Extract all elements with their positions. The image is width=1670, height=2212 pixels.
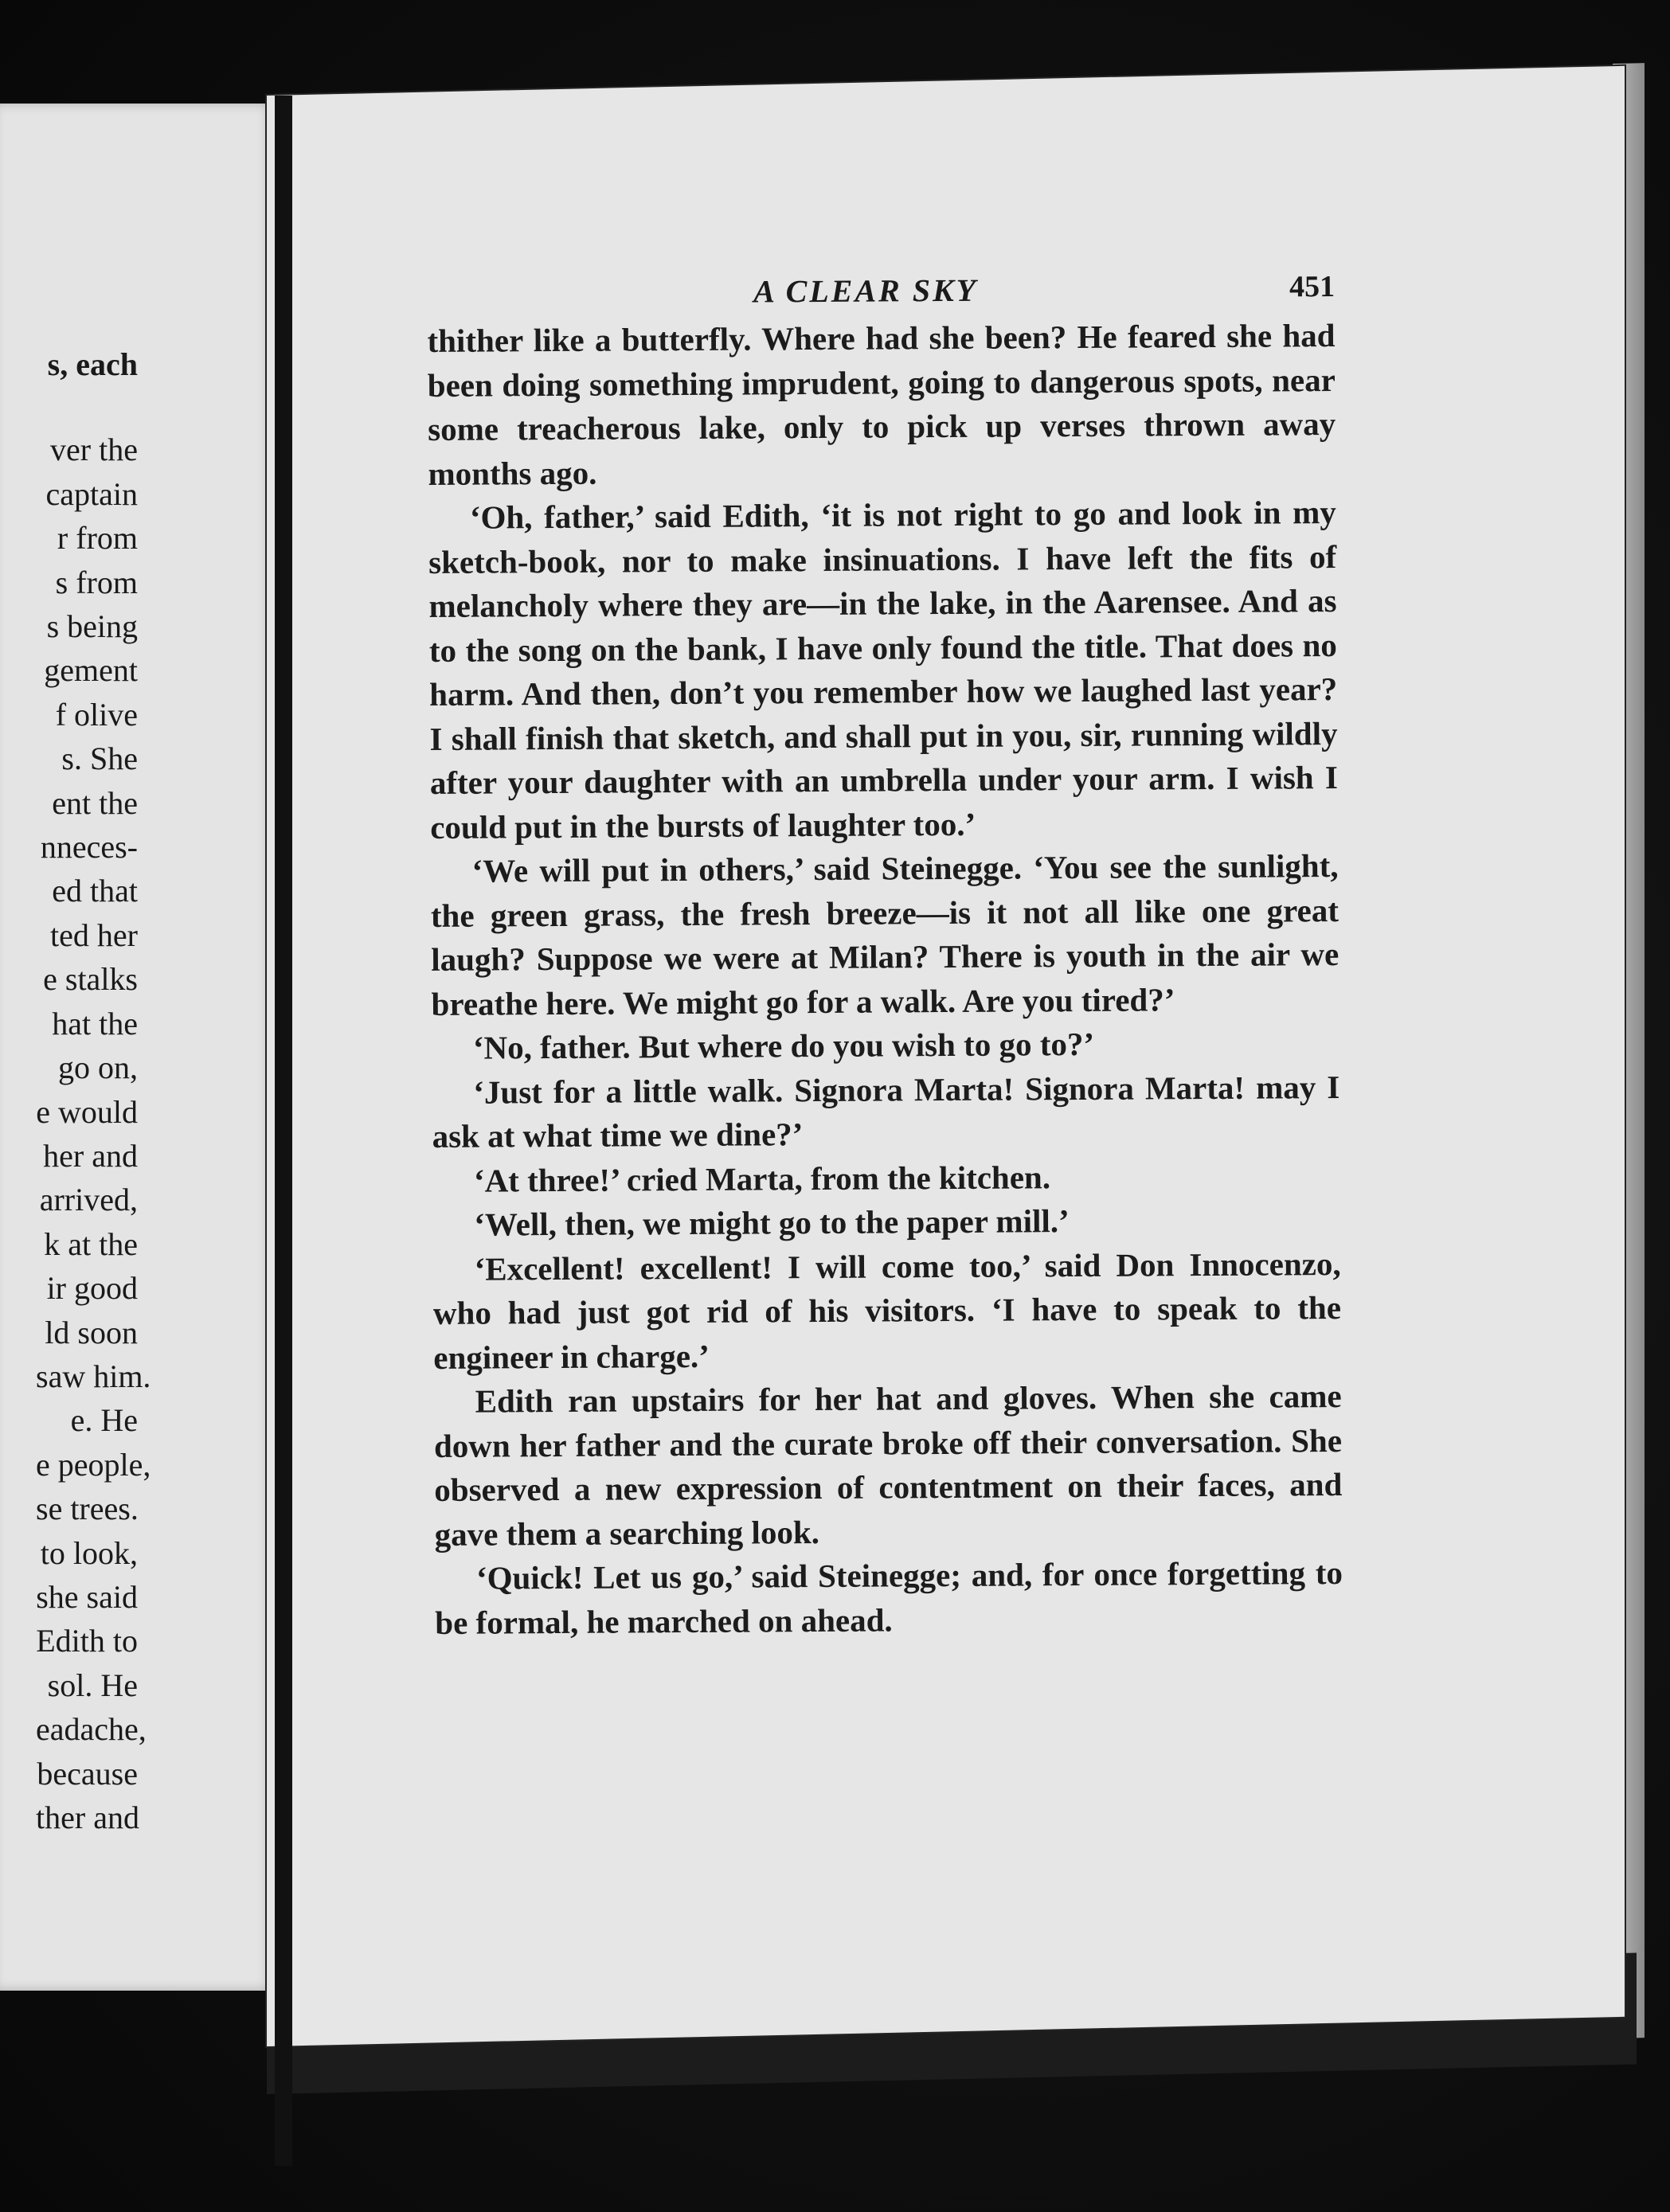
left-page-line: gement	[44, 652, 138, 689]
left-page-line: arrived,	[39, 1182, 138, 1218]
left-page-line: her and	[43, 1137, 138, 1174]
paragraph: ‘Oh, father,’ said Edith, ‘it is not right to go and look in my sketch-book, nor to make insinuations. I have left the fits of melancholy where they are—in the lake, in the Aarensee. And as to the song on the bank, I have only found the title. That does no harm. And then, don’t you remember how we laughed last year? I shall finish that sketch, and shall put in you, sir, running wildly after your daughter with an umbrella under your arm. I wish I could put in the bursts of laughter too.’	[428, 494, 1339, 846]
left-page-line: captain	[45, 475, 138, 512]
paragraph: ‘We will put in others,’ said Steinegge. ‘You see the sunlight, the green grass, the fresh breeze—is it not all like one great laugh? Suppose we were at Milan? There is youth in the air we breathe here. We might go for a walk. Are you tired?’	[430, 847, 1340, 1022]
left-page-line: s from	[55, 564, 138, 600]
left-page-line: se trees.	[36, 1491, 139, 1527]
left-page-line: f olive	[55, 696, 138, 733]
paragraph: ‘At three!’ cried Marta, from the kitchen.	[473, 1158, 1051, 1199]
paragraph: Edith ran upstairs for her hat and gloves. When she came down her father and the curate broke off their conversation. She observed a new expression of contentment on their faces, and gave them a searching look.	[433, 1378, 1343, 1553]
left-page-line: hat the	[52, 1005, 138, 1042]
left-page-line: s. She	[61, 741, 138, 777]
left-page-line: r from	[57, 520, 138, 557]
left-page-line: sol. He	[47, 1667, 138, 1703]
paragraph: ‘Quick! Let us go,’ said Steinegge; and, for once forgetting to be formal, he marched on ahead.	[435, 1554, 1343, 1641]
left-page-line: because	[37, 1755, 138, 1792]
paragraph: ‘Just for a little walk. Signora Marta! Signora Marta! may I ask at what time we dine?’	[432, 1068, 1340, 1155]
right-page-text-block	[427, 269, 1343, 1645]
left-page-line: k at the	[44, 1225, 138, 1262]
running-head	[427, 269, 1335, 319]
paragraph: thither like a butterfly. Where had she been? He feared she had been doing something imprudent, going to dangerous spots, near some treacherous lake, only to pick up verses thrown away months ago.	[427, 317, 1336, 492]
left-page-line: ir good	[46, 1270, 138, 1307]
left-page-text	[36, 342, 275, 1839]
left-page-line: e. He	[70, 1402, 138, 1439]
left-page-line: she said	[36, 1578, 138, 1615]
left-page-line: go on,	[58, 1049, 138, 1086]
left-page-line: ther and	[36, 1800, 139, 1835]
left-page	[0, 104, 275, 1991]
left-page-line: to look,	[40, 1534, 138, 1571]
left-page-line: Edith to	[36, 1623, 138, 1659]
page-number: 451	[1289, 270, 1336, 304]
left-page-line: e stalks	[43, 961, 138, 998]
left-page-line: s being	[46, 608, 138, 645]
left-page-line: ld soon	[45, 1314, 138, 1350]
left-page-line: e people,	[36, 1446, 151, 1483]
left-page-line: ver the	[50, 432, 138, 468]
left-page-line: e would	[36, 1093, 138, 1130]
left-page-line: eadache,	[36, 1711, 147, 1748]
paragraph: ‘Well, then, we might go to the paper mill.’	[474, 1202, 1070, 1243]
paragraph: ‘No, father. But where do you wish to go to?’	[472, 1025, 1095, 1066]
book-gutter	[275, 96, 292, 2166]
left-page-line: s, each	[47, 346, 138, 382]
left-page-line: saw him.	[36, 1358, 151, 1394]
left-page-line: ent the	[52, 784, 138, 821]
left-page-line: ted her	[50, 916, 138, 953]
paragraph: ‘Excellent! excellent! I will come too,’ said Don Innocenzo, who had just got rid of his visitors. ‘I have to speak to the engineer in charge.’	[432, 1245, 1342, 1376]
running-title: A CLEAR SKY	[753, 272, 979, 310]
left-page-line: nneces-	[40, 829, 138, 866]
left-page-line: ed that	[52, 873, 138, 909]
body-text	[427, 314, 1343, 1645]
